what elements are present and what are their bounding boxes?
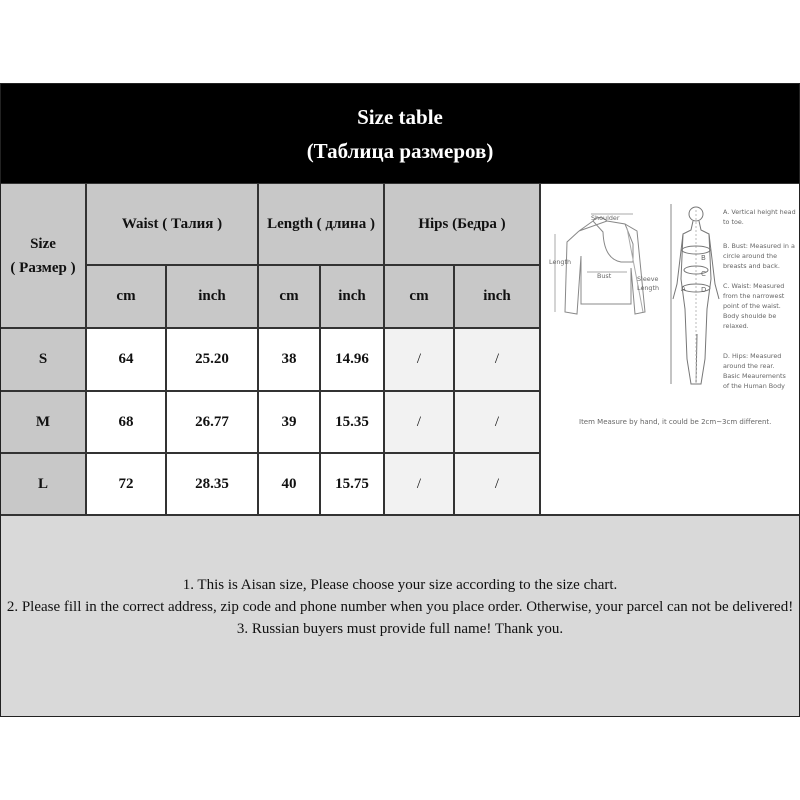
marker-a: A bbox=[681, 285, 686, 293]
measure-caption: Item Measure by hand, it could be 2cm~3cm different. bbox=[579, 418, 772, 426]
waist-inch-header: inch bbox=[166, 265, 258, 328]
table-cell: 26.77 bbox=[166, 391, 258, 453]
table-cell: / bbox=[384, 328, 454, 391]
size-label-ru: ( Размер ) bbox=[10, 259, 76, 276]
table-cell: 72 bbox=[86, 453, 166, 515]
size-label: Size bbox=[30, 235, 56, 252]
note-c-line2: from the narrowest bbox=[723, 292, 785, 300]
table-cell: 28.35 bbox=[166, 453, 258, 515]
size-cell-s: S bbox=[0, 328, 86, 391]
marker-c: C bbox=[701, 270, 706, 278]
hips-group-header: Hips (Бедра ) bbox=[384, 183, 540, 265]
shoulder-label: Shoulder bbox=[591, 214, 620, 222]
note-b-line1: B. Bust: Measured in a bbox=[723, 242, 795, 250]
header-title: Size table bbox=[357, 105, 443, 129]
table-cell: 25.20 bbox=[166, 328, 258, 391]
sleeve-length-label: Length bbox=[637, 284, 660, 292]
sleeve-label: Sleeve bbox=[637, 275, 659, 283]
table-cell: / bbox=[384, 391, 454, 453]
note-c-line4: Body shoulde be bbox=[723, 312, 777, 320]
note-a-line2: to toe. bbox=[723, 218, 744, 226]
length-label: Length bbox=[549, 258, 572, 266]
table-cell: / bbox=[454, 453, 540, 515]
length-cm-header: cm bbox=[258, 265, 320, 328]
table-cell: 38 bbox=[258, 328, 320, 391]
table-cell: 64 bbox=[86, 328, 166, 391]
note-line-2: 2. Please fill in the correct address, zip code and phone number when you place order. Otherwise, your parcel can not be delivered! bbox=[6, 599, 794, 615]
marker-b: B bbox=[701, 254, 706, 262]
size-cell-l: L bbox=[0, 453, 86, 515]
table-cell: 40 bbox=[258, 453, 320, 515]
note-c-line3: point of the waist. bbox=[723, 302, 781, 310]
table-cell: / bbox=[454, 391, 540, 453]
table-cell: / bbox=[454, 328, 540, 391]
marker-d: D bbox=[701, 286, 707, 294]
note-line-3: 3. Russian buyers must provide full name! Thank you. bbox=[236, 621, 564, 637]
hips-inch-header: inch bbox=[454, 265, 540, 328]
note-d-line2: around the rear. bbox=[723, 362, 775, 370]
table-cell: / bbox=[384, 453, 454, 515]
note-d-line4: of the Human Body bbox=[723, 382, 785, 390]
note-d-line3: Basic Meaurements bbox=[723, 372, 786, 380]
note-line-1: 1. This is Aisan size, Please choose your size according to the size chart. bbox=[182, 577, 618, 593]
table-cell: 39 bbox=[258, 391, 320, 453]
note-a-line1: A. Vertical height head bbox=[723, 208, 796, 216]
length-inch-header: inch bbox=[320, 265, 384, 328]
length-group-header: Length ( длина ) bbox=[258, 183, 384, 265]
header-subtitle: (Таблица размеров) bbox=[306, 139, 494, 163]
note-b-line3: breasts and back. bbox=[723, 262, 780, 270]
hips-cm-header: cm bbox=[384, 265, 454, 328]
waist-group-header: Waist ( Талия ) bbox=[86, 183, 258, 265]
table-cell: 15.35 bbox=[320, 391, 384, 453]
table-cell: 15.75 bbox=[320, 453, 384, 515]
note-b-line2: circle around the bbox=[723, 252, 778, 260]
table-cell: 68 bbox=[86, 391, 166, 453]
bust-label: Bust bbox=[597, 272, 612, 280]
note-c-line5: relaxed. bbox=[723, 322, 749, 330]
note-d-line1: D. Hips: Measured bbox=[723, 352, 782, 360]
outer-frame bbox=[0, 83, 800, 717]
note-c-line1: C. Waist: Measured bbox=[723, 282, 785, 290]
size-cell-m: M bbox=[0, 391, 86, 453]
table-cell: 14.96 bbox=[320, 328, 384, 391]
waist-cm-header: cm bbox=[86, 265, 166, 328]
